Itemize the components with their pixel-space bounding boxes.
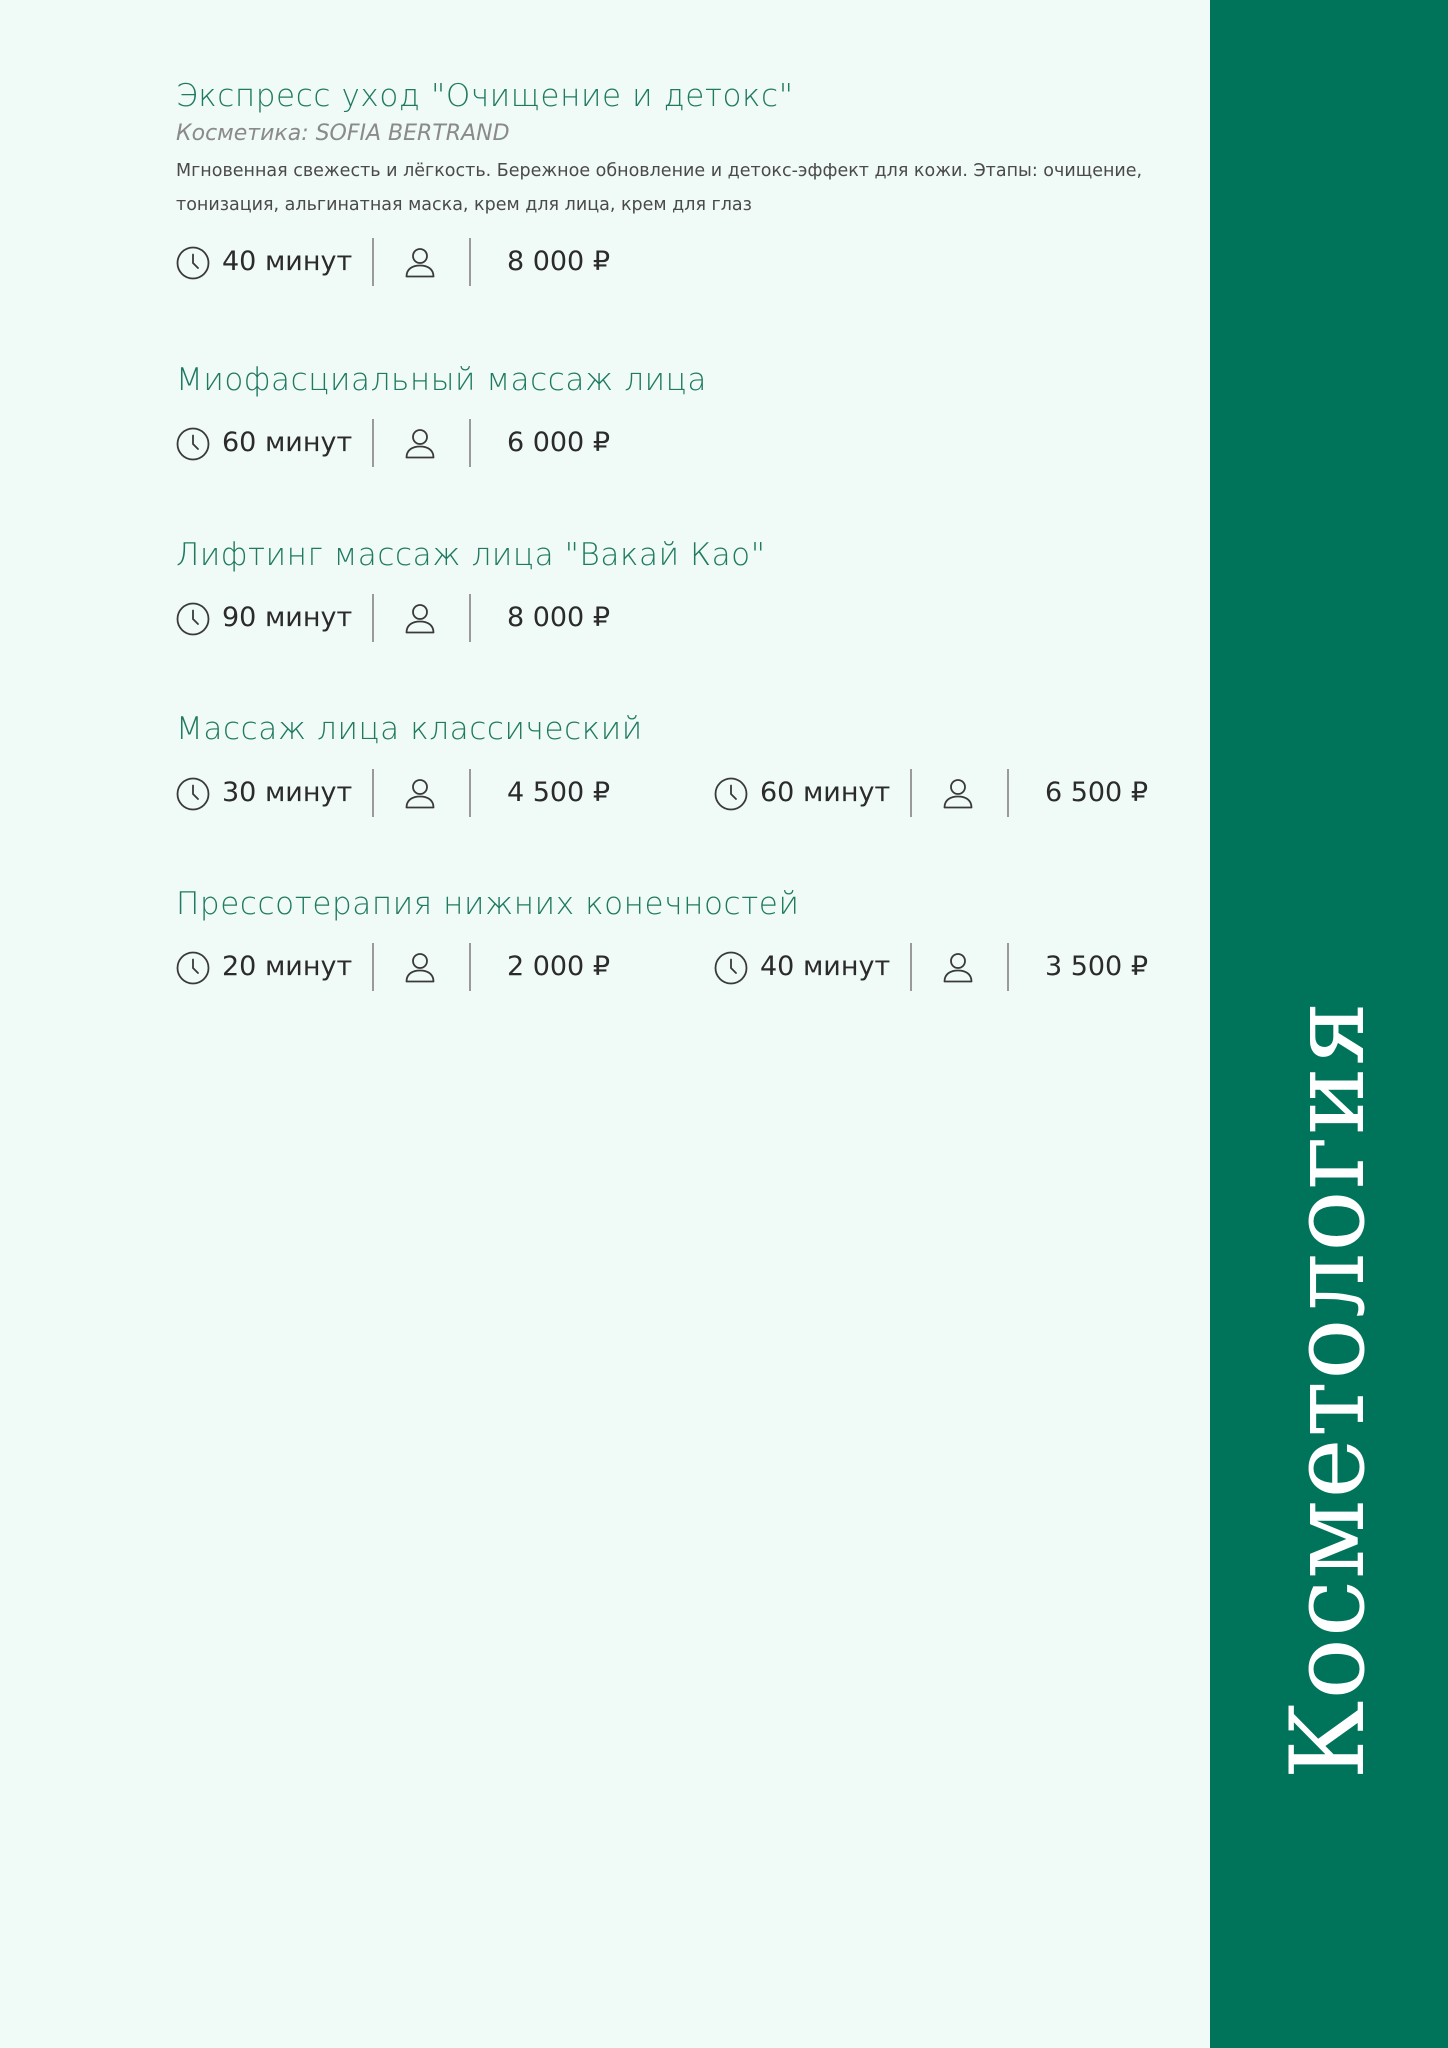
service-title: Лифтинг массаж лица "Вакай Као" (176, 537, 766, 573)
divider (910, 943, 912, 991)
service-option (714, 941, 1154, 989)
price-label: 6 500 ₽ (1044, 777, 1148, 808)
clock-icon (714, 777, 748, 811)
service-option (176, 236, 616, 284)
divider (469, 419, 471, 467)
clock-icon (176, 951, 210, 985)
duration-label: 60 минут (222, 427, 353, 458)
duration-label: 60 минут (760, 777, 891, 808)
service-brand: Косметика: SOFIA BERTRAND (176, 121, 510, 146)
price-label: 2 000 ₽ (506, 951, 610, 982)
clock-icon (176, 427, 210, 461)
service-title: Массаж лица классический (176, 711, 643, 747)
divider (469, 769, 471, 817)
service-title: Экспресс уход "Очищение и детокс" (176, 78, 794, 114)
divider (372, 943, 374, 991)
clock-icon (714, 951, 748, 985)
category-sidebar (1210, 0, 1448, 2048)
person-icon (404, 245, 436, 279)
person-icon (942, 776, 974, 810)
price-label: 6 000 ₽ (506, 427, 610, 458)
clock-icon (176, 602, 210, 636)
person-icon (404, 776, 436, 810)
divider (910, 769, 912, 817)
clock-icon (176, 246, 210, 280)
person-icon (942, 950, 974, 984)
divider (469, 594, 471, 642)
category-title: Косметология (1269, 1000, 1388, 1780)
service-option (176, 592, 616, 640)
price-label: 3 500 ₽ (1044, 951, 1148, 982)
service-title: Прессотерапия нижних конечностей (176, 886, 800, 922)
divider (372, 419, 374, 467)
duration-label: 30 минут (222, 777, 353, 808)
price-label: 8 000 ₽ (506, 246, 610, 277)
service-option (176, 767, 616, 815)
service-description: Мгновенная свежесть и лёгкость. Бережное обновление и детокс-эффект для кожи. Этапы: очищение, тонизация, альгинатная маска, крем для лица, крем для глаз (176, 161, 1143, 215)
service-option (714, 767, 1154, 815)
divider (1007, 943, 1009, 991)
service-option (176, 941, 616, 989)
clock-icon (176, 777, 210, 811)
duration-label: 40 минут (222, 246, 353, 277)
price-label: 4 500 ₽ (506, 777, 610, 808)
service-option (176, 417, 616, 465)
divider (469, 238, 471, 286)
duration-label: 20 минут (222, 951, 353, 982)
divider (372, 238, 374, 286)
price-label: 8 000 ₽ (506, 602, 610, 633)
service-title: Миофасциальный массаж лица (176, 362, 707, 398)
divider (372, 769, 374, 817)
person-icon (404, 426, 436, 460)
person-icon (404, 601, 436, 635)
divider (1007, 769, 1009, 817)
divider (469, 943, 471, 991)
duration-label: 40 минут (760, 951, 891, 982)
person-icon (404, 950, 436, 984)
divider (372, 594, 374, 642)
duration-label: 90 минут (222, 602, 353, 633)
